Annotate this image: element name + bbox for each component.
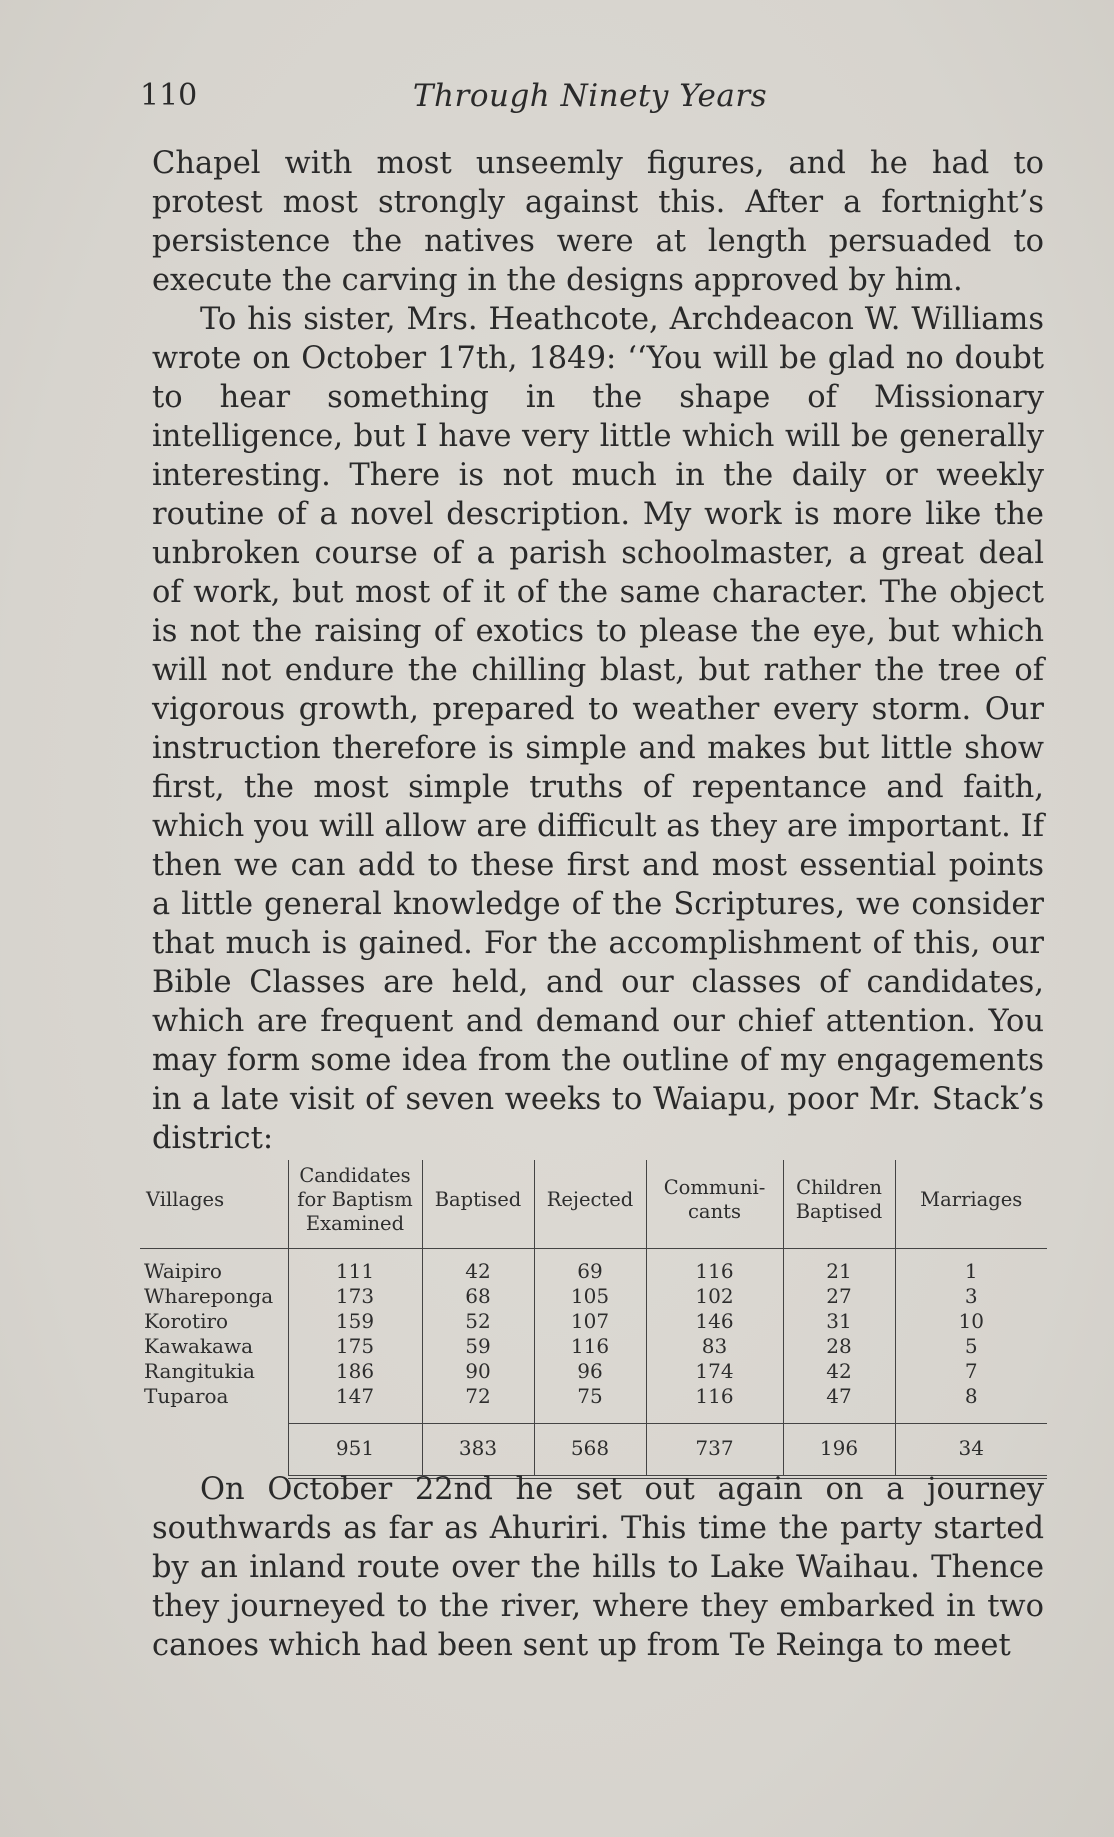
- page-header: [140, 78, 1040, 118]
- header-marriages: Marriages: [895, 1160, 1047, 1249]
- cell-communicants: 174: [646, 1359, 783, 1384]
- cell-candidates: 147: [288, 1384, 422, 1424]
- table-row: [140, 1284, 1047, 1309]
- paragraph-letter: To his sister, Mrs. Heathcote, Archdeacon W. Williams wrote on October 17th, 1849: ‘‘You will be glad no doubt to hear something in the shape of Missionary intelligence, but I have very little which will be generally interesting. There is not much in the daily or weekly routine of a novel description. My work is more like the unbroken course of a parish schoolmaster, a great deal of work, but most of it of the same character. The object is not the raising of exotics to please the eye, but which will not endure the chilling blast, but rather the tree of vigorous growth, prepared to weather every storm. Our instruction therefore is simple and makes but little show first, the most simple truths of repentance and faith, which you will allow are difficult as they are important. If then we can add to these first and most essential points a little general knowledge of the Scriptures, we consider that much is gained. For the accomplishment of this, our Bible Classes are held, and our classes of candidates, which are frequent and demand our chief attention. You may form some idea from the outline of my engagements in a late visit of seven weeks to Waiapu, poor Mr. Stack’s district:: [152, 302, 1044, 1156]
- cell-rejected: 107: [534, 1309, 646, 1334]
- cell-candidates: 175: [288, 1334, 422, 1359]
- paragraph-continuation: Chapel with most unseemly figures, and he had to protest most strongly against this. After a fortnight’s persistence the natives were at length persuaded to execute the carving in the designs approved by him.: [152, 146, 1044, 298]
- table-row: [140, 1359, 1047, 1384]
- cell-baptised: 68: [422, 1284, 534, 1309]
- cell-baptised: 42: [422, 1249, 534, 1285]
- cell-marriages: 5: [895, 1334, 1047, 1359]
- village-name: Korotiro: [144, 1309, 229, 1333]
- table-row: [140, 1334, 1047, 1359]
- header-rejected: Rejected: [534, 1160, 646, 1249]
- header-candidates: Candidates for Baptism Examined: [288, 1160, 422, 1249]
- cell-baptised: 90: [422, 1359, 534, 1384]
- village-name: Kawakawa: [144, 1334, 253, 1358]
- cell-rejected: 116: [534, 1334, 646, 1359]
- totals-label-empty: [140, 1424, 288, 1478]
- cell-children: 47: [783, 1384, 895, 1424]
- cell-rejected: 96: [534, 1359, 646, 1384]
- village-name: Rangitukia: [144, 1359, 255, 1383]
- total-rejected: 568: [534, 1424, 646, 1478]
- page-number: 110: [140, 78, 198, 113]
- cell-candidates: 186: [288, 1359, 422, 1384]
- village-name: Tuparoa: [144, 1384, 229, 1409]
- cell-communicants: 146: [646, 1309, 783, 1334]
- header-villages: Villages: [140, 1160, 288, 1249]
- cell-marriages: 10: [895, 1309, 1047, 1334]
- cell-children: 42: [783, 1359, 895, 1384]
- cell-baptised: 59: [422, 1334, 534, 1359]
- cell-marriages: 3: [895, 1284, 1047, 1309]
- village-name: Waipiro: [144, 1259, 222, 1283]
- cell-candidates: 173: [288, 1284, 422, 1309]
- cell-candidates: 159: [288, 1309, 422, 1334]
- cell-communicants: 116: [646, 1249, 783, 1285]
- cell-children: 21: [783, 1249, 895, 1285]
- total-baptised: 383: [422, 1424, 534, 1478]
- table-row: [140, 1249, 1047, 1285]
- cell-children: 31: [783, 1309, 895, 1334]
- header-baptised: Baptised: [422, 1160, 534, 1249]
- cell-children: 27: [783, 1284, 895, 1309]
- statistics-table: [140, 1160, 1047, 1479]
- header-children-baptised: Children Baptised: [783, 1160, 895, 1249]
- cell-baptised: 72: [422, 1384, 534, 1424]
- cell-marriages: 1: [895, 1249, 1047, 1285]
- lower-text: [152, 1470, 1044, 1665]
- total-marriages: 34: [895, 1424, 1047, 1478]
- cell-marriages: 7: [895, 1359, 1047, 1384]
- total-communicants: 737: [646, 1424, 783, 1478]
- cell-baptised: 52: [422, 1309, 534, 1334]
- running-title: Through Ninety Years: [412, 78, 768, 114]
- upper-text: [152, 144, 1044, 1158]
- cell-communicants: 102: [646, 1284, 783, 1309]
- table-row: [140, 1309, 1047, 1334]
- cell-candidates: 111: [288, 1249, 422, 1285]
- cell-rejected: 75: [534, 1384, 646, 1424]
- cell-communicants: 116: [646, 1384, 783, 1424]
- cell-children: 28: [783, 1334, 895, 1359]
- table-header-row: [140, 1160, 1047, 1249]
- header-communicants: Communi- cants: [646, 1160, 783, 1249]
- total-candidates: 951: [288, 1424, 422, 1478]
- totals-row: [140, 1424, 1047, 1478]
- cell-communicants: 83: [646, 1334, 783, 1359]
- table-row: [140, 1384, 1047, 1424]
- cell-rejected: 69: [534, 1249, 646, 1285]
- cell-rejected: 105: [534, 1284, 646, 1309]
- cell-marriages: 8: [895, 1384, 1047, 1424]
- paragraph-journey: On October 22nd he set out again on a journey southwards as far as Ahuriri. This time the party started by an inland route over the hills to Lake Waihau. Thence they journeyed to the river, where they embarked in two canoes which had been sent up from Te Reinga to meet: [152, 1472, 1044, 1663]
- total-children: 196: [783, 1424, 895, 1478]
- village-name: Whareponga: [144, 1284, 274, 1308]
